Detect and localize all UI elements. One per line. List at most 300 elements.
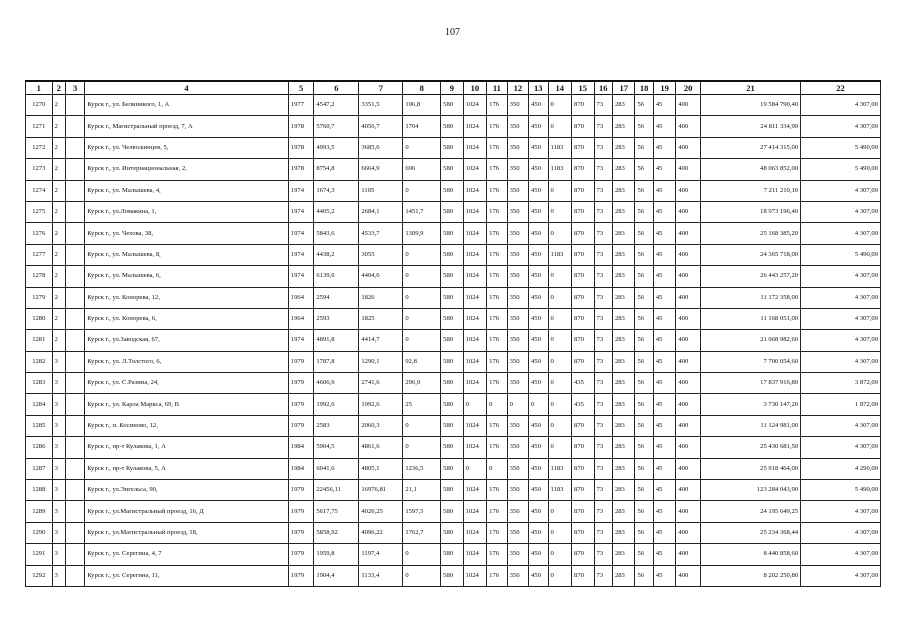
table-cell-col-22: 4 307,00 bbox=[801, 544, 881, 565]
table-cell-col-13: 450 bbox=[529, 330, 548, 351]
table-cell-col-9: 580 bbox=[441, 501, 464, 522]
column-header-22: 22 bbox=[801, 81, 881, 95]
table-cell-col-5: 1974 bbox=[288, 180, 314, 201]
table-cell-col-11: 0 bbox=[487, 458, 507, 479]
table-cell-col-2: 2 bbox=[52, 116, 65, 137]
table-cell-col-1: 1278 bbox=[26, 266, 53, 287]
table-cell-col-4: Курск г., ул. Конорева, 6, bbox=[85, 308, 289, 329]
table-cell-col-2: 3 bbox=[52, 480, 65, 501]
table-cell-col-19: 45 bbox=[653, 522, 676, 543]
table-cell-col-20: 400 bbox=[676, 480, 701, 501]
table-row bbox=[26, 223, 881, 244]
table-cell-col-13: 450 bbox=[529, 501, 548, 522]
table-cell-col-20: 400 bbox=[676, 287, 701, 308]
table-cell-col-7: 2741,6 bbox=[359, 373, 403, 394]
table-cell-col-11: 176 bbox=[487, 437, 507, 458]
table-cell-col-4: Курск г., ул. С.Разина, 24, bbox=[85, 373, 289, 394]
table-cell-col-14: 1183 bbox=[548, 458, 572, 479]
table-cell-col-2: 2 bbox=[52, 287, 65, 308]
table-cell-col-1: 1280 bbox=[26, 308, 53, 329]
table-cell-col-13: 450 bbox=[529, 373, 548, 394]
table-cell-col-4: Курск г., ул. Серегина, 4, 7 bbox=[85, 544, 289, 565]
table-cell-col-13: 450 bbox=[529, 415, 548, 436]
table-cell-col-18: 56 bbox=[635, 266, 653, 287]
table-cell-col-11: 176 bbox=[487, 159, 507, 180]
table-cell-col-13: 450 bbox=[529, 159, 548, 180]
table-cell-col-5: 1984 bbox=[288, 458, 314, 479]
table-cell-col-4: Курск г., ул. Интернациональная, 2, bbox=[85, 159, 289, 180]
table-cell-col-10: 1024 bbox=[463, 95, 487, 116]
table-cell-col-21: 17 837 916,80 bbox=[700, 373, 800, 394]
column-header-11: 11 bbox=[487, 81, 507, 95]
table-cell-col-16: 73 bbox=[594, 351, 612, 372]
table-cell-col-15: 870 bbox=[572, 565, 595, 586]
table-cell-col-8: 0 bbox=[403, 287, 441, 308]
table-cell-col-7: 4020,25 bbox=[359, 501, 403, 522]
table-cell-col-6: 2593 bbox=[314, 308, 359, 329]
table-cell-col-1: 1283 bbox=[26, 373, 53, 394]
table-cell-col-21: 123 284 043,90 bbox=[700, 480, 800, 501]
column-header-14: 14 bbox=[548, 81, 572, 95]
table-cell-col-7: 1133,4 bbox=[359, 565, 403, 586]
table-cell-col-20: 400 bbox=[676, 373, 701, 394]
table-row bbox=[26, 180, 881, 201]
table-cell-col-21: 8 202 250,80 bbox=[700, 565, 800, 586]
table-cell-col-17: 283 bbox=[612, 266, 635, 287]
column-header-5: 5 bbox=[288, 81, 314, 95]
table-cell-col-21: 11 124 981,00 bbox=[700, 415, 800, 436]
table-cell-col-7: 1290,1 bbox=[359, 351, 403, 372]
table-cell-col-4: Курск г., ул. Л.Толстого, 6, bbox=[85, 351, 289, 372]
table-cell-col-10: 1024 bbox=[463, 522, 487, 543]
table-cell-col-22: 3 872,00 bbox=[801, 373, 881, 394]
table-cell-col-13: 450 bbox=[529, 116, 548, 137]
table-row bbox=[26, 308, 881, 329]
table-cell-col-9: 580 bbox=[441, 308, 464, 329]
table-cell-col-12: 350 bbox=[507, 437, 528, 458]
table-cell-col-11: 176 bbox=[487, 415, 507, 436]
table-cell-col-11: 176 bbox=[487, 501, 507, 522]
table-cell-col-9: 580 bbox=[441, 330, 464, 351]
table-cell-col-3 bbox=[65, 415, 84, 436]
table-cell-col-13: 450 bbox=[529, 544, 548, 565]
table-cell-col-20: 400 bbox=[676, 223, 701, 244]
table-cell-col-21: 7 700 054,60 bbox=[700, 351, 800, 372]
table-row bbox=[26, 287, 881, 308]
table-cell-col-15: 870 bbox=[572, 415, 595, 436]
table-cell-col-16: 73 bbox=[594, 544, 612, 565]
table-cell-col-1: 1274 bbox=[26, 180, 53, 201]
table-cell-col-8: 1762,7 bbox=[403, 522, 441, 543]
table-cell-col-2: 2 bbox=[52, 330, 65, 351]
table-cell-col-13: 450 bbox=[529, 223, 548, 244]
table-cell-col-6: 5858,92 bbox=[314, 522, 359, 543]
table-cell-col-18: 56 bbox=[635, 308, 653, 329]
table-cell-col-16: 73 bbox=[594, 522, 612, 543]
table-cell-col-9: 580 bbox=[441, 116, 464, 137]
table-cell-col-18: 56 bbox=[635, 351, 653, 372]
table-cell-col-22: 5 490,00 bbox=[801, 137, 881, 158]
table-cell-col-12: 350 bbox=[507, 458, 528, 479]
table-cell-col-1: 1275 bbox=[26, 201, 53, 222]
table-cell-col-8: 1309,9 bbox=[403, 223, 441, 244]
table-cell-col-13: 450 bbox=[529, 180, 548, 201]
table-cell-col-9: 580 bbox=[441, 159, 464, 180]
table-cell-col-7: 1105 bbox=[359, 180, 403, 201]
column-header-8: 8 bbox=[403, 81, 441, 95]
table-cell-col-12: 350 bbox=[507, 522, 528, 543]
table-cell-col-13: 450 bbox=[529, 565, 548, 586]
table-cell-col-22: 4 307,00 bbox=[801, 201, 881, 222]
table-cell-col-11: 176 bbox=[487, 244, 507, 265]
table-cell-col-21: 3 730 147,20 bbox=[700, 394, 800, 415]
table-cell-col-8: 1236,5 bbox=[403, 458, 441, 479]
table-cell-col-2: 2 bbox=[52, 244, 65, 265]
table-cell-col-18: 56 bbox=[635, 544, 653, 565]
table-cell-col-22: 4 307,00 bbox=[801, 351, 881, 372]
table-cell-col-1: 1282 bbox=[26, 351, 53, 372]
table-cell-col-1: 1271 bbox=[26, 116, 53, 137]
table-cell-col-3 bbox=[65, 330, 84, 351]
table-row bbox=[26, 458, 881, 479]
table-cell-col-7: 4533,7 bbox=[359, 223, 403, 244]
column-header-15: 15 bbox=[572, 81, 595, 95]
table-cell-col-18: 56 bbox=[635, 480, 653, 501]
table-cell-col-14: 0 bbox=[548, 308, 572, 329]
table-cell-col-11: 176 bbox=[487, 565, 507, 586]
table-cell-col-8: 0 bbox=[403, 330, 441, 351]
table-row bbox=[26, 437, 881, 458]
table-cell-col-13: 450 bbox=[529, 266, 548, 287]
table-cell-col-3 bbox=[65, 201, 84, 222]
table-cell-col-9: 580 bbox=[441, 415, 464, 436]
table-cell-col-6: 5760,7 bbox=[314, 116, 359, 137]
table-cell-col-12: 350 bbox=[507, 244, 528, 265]
table-cell-col-17: 283 bbox=[612, 458, 635, 479]
table-cell-col-12: 350 bbox=[507, 373, 528, 394]
table-cell-col-16: 73 bbox=[594, 137, 612, 158]
table-cell-col-22: 5 490,00 bbox=[801, 480, 881, 501]
table-cell-col-13: 450 bbox=[529, 95, 548, 116]
table-cell-col-1: 1285 bbox=[26, 415, 53, 436]
table-cell-col-11: 176 bbox=[487, 480, 507, 501]
table-cell-col-9: 580 bbox=[441, 565, 464, 586]
table-cell-col-17: 283 bbox=[612, 116, 635, 137]
table-cell-col-8: 1704 bbox=[403, 116, 441, 137]
table-cell-col-13: 450 bbox=[529, 201, 548, 222]
table-cell-col-12: 350 bbox=[507, 415, 528, 436]
table-cell-col-15: 870 bbox=[572, 95, 595, 116]
table-cell-col-3 bbox=[65, 266, 84, 287]
table-cell-col-3 bbox=[65, 308, 84, 329]
table-cell-col-5: 1979 bbox=[288, 522, 314, 543]
table-row bbox=[26, 266, 881, 287]
table-cell-col-20: 400 bbox=[676, 437, 701, 458]
table-cell-col-16: 73 bbox=[594, 437, 612, 458]
table-cell-col-8: 25 bbox=[403, 394, 441, 415]
table-cell-col-8: 0 bbox=[403, 565, 441, 586]
table-cell-col-16: 73 bbox=[594, 308, 612, 329]
table-cell-col-9: 580 bbox=[441, 180, 464, 201]
table-cell-col-6: 1674,3 bbox=[314, 180, 359, 201]
table-cell-col-14: 0 bbox=[548, 95, 572, 116]
table-cell-col-11: 176 bbox=[487, 137, 507, 158]
table-cell-col-12: 350 bbox=[507, 565, 528, 586]
table-cell-col-16: 73 bbox=[594, 95, 612, 116]
table-cell-col-21: 24 811 334,90 bbox=[700, 116, 800, 137]
table-cell-col-14: 0 bbox=[548, 501, 572, 522]
table-cell-col-10: 1024 bbox=[463, 244, 487, 265]
table-cell-col-5: 1978 bbox=[288, 159, 314, 180]
table-cell-col-22: 4 290,00 bbox=[801, 458, 881, 479]
table-cell-col-15: 870 bbox=[572, 180, 595, 201]
table-cell-col-3 bbox=[65, 159, 84, 180]
table-cell-col-5: 1977 bbox=[288, 95, 314, 116]
table-cell-col-1: 1272 bbox=[26, 137, 53, 158]
table-row bbox=[26, 116, 881, 137]
table-cell-col-15: 870 bbox=[572, 201, 595, 222]
table-cell-col-4: Курск г., ул.Заводская, 67, bbox=[85, 330, 289, 351]
table-cell-col-16: 73 bbox=[594, 394, 612, 415]
table-cell-col-14: 0 bbox=[548, 394, 572, 415]
table-cell-col-17: 283 bbox=[612, 394, 635, 415]
table-cell-col-14: 1183 bbox=[548, 244, 572, 265]
table-cell-col-7: 1825 bbox=[359, 308, 403, 329]
table-cell-col-1: 1273 bbox=[26, 159, 53, 180]
table-cell-col-9: 580 bbox=[441, 544, 464, 565]
table-cell-col-13: 450 bbox=[529, 458, 548, 479]
table-cell-col-11: 176 bbox=[487, 522, 507, 543]
table-cell-col-3 bbox=[65, 95, 84, 116]
table-cell-col-14: 0 bbox=[548, 116, 572, 137]
table-cell-col-1: 1270 bbox=[26, 95, 53, 116]
table-cell-col-2: 3 bbox=[52, 458, 65, 479]
table-cell-col-18: 56 bbox=[635, 437, 653, 458]
table-cell-col-8: 296,9 bbox=[403, 373, 441, 394]
table-cell-col-14: 1183 bbox=[548, 137, 572, 158]
table-cell-col-2: 2 bbox=[52, 159, 65, 180]
table-cell-col-5: 1974 bbox=[288, 201, 314, 222]
table-cell-col-16: 73 bbox=[594, 201, 612, 222]
table-cell-col-6: 2583 bbox=[314, 415, 359, 436]
table-cell-col-12: 350 bbox=[507, 266, 528, 287]
table-cell-col-19: 45 bbox=[653, 437, 676, 458]
table-cell-col-19: 45 bbox=[653, 287, 676, 308]
table-cell-col-10: 1024 bbox=[463, 480, 487, 501]
table-cell-col-15: 870 bbox=[572, 137, 595, 158]
table-cell-col-16: 73 bbox=[594, 266, 612, 287]
table-cell-col-18: 56 bbox=[635, 373, 653, 394]
column-header-13: 13 bbox=[529, 81, 548, 95]
table-cell-col-3 bbox=[65, 501, 84, 522]
table-cell-col-2: 2 bbox=[52, 266, 65, 287]
table-cell-col-21: 25 234 368,44 bbox=[700, 522, 800, 543]
table-cell-col-18: 56 bbox=[635, 180, 653, 201]
table-cell-col-19: 45 bbox=[653, 244, 676, 265]
table-cell-col-8: 0 bbox=[403, 266, 441, 287]
table-cell-col-21: 11 168 051,00 bbox=[700, 308, 800, 329]
table-cell-col-21: 11 172 358,00 bbox=[700, 287, 800, 308]
table-cell-col-22: 4 307,00 bbox=[801, 565, 881, 586]
table-row bbox=[26, 137, 881, 158]
table-cell-col-3 bbox=[65, 180, 84, 201]
table-cell-col-4: Курск г., Магистральный проезд, 7, А bbox=[85, 116, 289, 137]
table-cell-col-4: Курск г., ул. Малышева, 8, bbox=[85, 244, 289, 265]
table-cell-col-20: 400 bbox=[676, 501, 701, 522]
table-cell-col-10: 1024 bbox=[463, 287, 487, 308]
table-cell-col-22: 4 307,00 bbox=[801, 522, 881, 543]
table-cell-col-1: 1286 bbox=[26, 437, 53, 458]
table-cell-col-19: 45 bbox=[653, 565, 676, 586]
table-cell-col-19: 45 bbox=[653, 373, 676, 394]
table-cell-col-20: 400 bbox=[676, 330, 701, 351]
table-cell-col-6: 8754,8 bbox=[314, 159, 359, 180]
table-cell-col-2: 3 bbox=[52, 565, 65, 586]
table-cell-col-13: 0 bbox=[529, 394, 548, 415]
column-header-7: 7 bbox=[359, 81, 403, 95]
table-cell-col-9: 580 bbox=[441, 458, 464, 479]
column-header-12: 12 bbox=[507, 81, 528, 95]
table-cell-col-13: 450 bbox=[529, 244, 548, 265]
table-cell-col-12: 350 bbox=[507, 287, 528, 308]
table-cell-col-5: 1964 bbox=[288, 308, 314, 329]
column-header-2: 2 bbox=[52, 81, 65, 95]
column-header-10: 10 bbox=[463, 81, 487, 95]
table-cell-col-21: 7 211 210,10 bbox=[700, 180, 800, 201]
table-cell-col-2: 2 bbox=[52, 201, 65, 222]
table-body bbox=[26, 95, 881, 587]
table-cell-col-6: 5843,6 bbox=[314, 223, 359, 244]
table-cell-col-10: 1024 bbox=[463, 116, 487, 137]
table-cell-col-17: 283 bbox=[612, 287, 635, 308]
table-row bbox=[26, 95, 881, 116]
table-cell-col-5: 1964 bbox=[288, 287, 314, 308]
table-cell-col-7: 4861,6 bbox=[359, 437, 403, 458]
table-cell-col-2: 2 bbox=[52, 223, 65, 244]
table-cell-col-2: 3 bbox=[52, 544, 65, 565]
table-cell-col-1: 1288 bbox=[26, 480, 53, 501]
table-cell-col-7: 3055 bbox=[359, 244, 403, 265]
table-cell-col-10: 1024 bbox=[463, 159, 487, 180]
table-cell-col-22: 4 307,00 bbox=[801, 223, 881, 244]
table-cell-col-21: 25 168 385,20 bbox=[700, 223, 800, 244]
table-cell-col-18: 56 bbox=[635, 159, 653, 180]
table-cell-col-4: Курск г., ул. Малышева, 4, bbox=[85, 180, 289, 201]
table-cell-col-8: 696 bbox=[403, 159, 441, 180]
table-cell-col-18: 56 bbox=[635, 201, 653, 222]
table-cell-col-3 bbox=[65, 351, 84, 372]
table-cell-col-18: 56 bbox=[635, 330, 653, 351]
table-cell-col-5: 1984 bbox=[288, 437, 314, 458]
table-cell-col-19: 45 bbox=[653, 266, 676, 287]
table-cell-col-16: 73 bbox=[594, 415, 612, 436]
table-cell-col-7: 4096,22 bbox=[359, 522, 403, 543]
table-cell-col-7: 3351,5 bbox=[359, 95, 403, 116]
table-cell-col-6: 4993,5 bbox=[314, 137, 359, 158]
table-cell-col-16: 73 bbox=[594, 159, 612, 180]
table-cell-col-15: 870 bbox=[572, 244, 595, 265]
table-cell-col-17: 283 bbox=[612, 544, 635, 565]
table-cell-col-17: 283 bbox=[612, 201, 635, 222]
table-cell-col-7: 4805,1 bbox=[359, 458, 403, 479]
table-cell-col-6: 5904,5 bbox=[314, 437, 359, 458]
table-cell-col-18: 56 bbox=[635, 522, 653, 543]
table-cell-col-1: 1281 bbox=[26, 330, 53, 351]
table-cell-col-5: 1974 bbox=[288, 244, 314, 265]
table-cell-col-22: 4 307,00 bbox=[801, 95, 881, 116]
table-cell-col-21: 21 068 982,60 bbox=[700, 330, 800, 351]
table-cell-col-4: Курск г., ул.Ломакина, 1, bbox=[85, 201, 289, 222]
table-cell-col-9: 580 bbox=[441, 201, 464, 222]
table-cell-col-14: 0 bbox=[548, 223, 572, 244]
table-cell-col-4: Курск г., ул.Магистральный проезд, 16, Д bbox=[85, 501, 289, 522]
table-cell-col-17: 283 bbox=[612, 137, 635, 158]
table-cell-col-22: 4 307,00 bbox=[801, 287, 881, 308]
table-cell-col-1: 1290 bbox=[26, 522, 53, 543]
table-cell-col-15: 870 bbox=[572, 159, 595, 180]
table-cell-col-19: 45 bbox=[653, 415, 676, 436]
table-cell-col-13: 450 bbox=[529, 287, 548, 308]
table-cell-col-9: 580 bbox=[441, 522, 464, 543]
table-cell-col-20: 400 bbox=[676, 201, 701, 222]
table-cell-col-20: 400 bbox=[676, 266, 701, 287]
table-cell-col-3 bbox=[65, 437, 84, 458]
table-cell-col-14: 1183 bbox=[548, 480, 572, 501]
table-cell-col-7: 1992,6 bbox=[359, 394, 403, 415]
table-cell-col-15: 870 bbox=[572, 266, 595, 287]
table-cell-col-6: 2594 bbox=[314, 287, 359, 308]
table-cell-col-18: 56 bbox=[635, 95, 653, 116]
table-cell-col-18: 56 bbox=[635, 458, 653, 479]
table-cell-col-6: 4438,2 bbox=[314, 244, 359, 265]
table-cell-col-5: 1979 bbox=[288, 565, 314, 586]
table-cell-col-16: 73 bbox=[594, 180, 612, 201]
table-cell-col-2: 3 bbox=[52, 415, 65, 436]
table-row bbox=[26, 373, 881, 394]
table-cell-col-10: 1024 bbox=[463, 201, 487, 222]
table-cell-col-10: 1024 bbox=[463, 180, 487, 201]
table-cell-col-2: 2 bbox=[52, 95, 65, 116]
table-cell-col-2: 3 bbox=[52, 351, 65, 372]
table-cell-col-12: 350 bbox=[507, 501, 528, 522]
table-cell-col-5: 1978 bbox=[288, 116, 314, 137]
table-cell-col-5: 1979 bbox=[288, 351, 314, 372]
table-cell-col-7: 6664,9 bbox=[359, 159, 403, 180]
table-cell-col-16: 73 bbox=[594, 116, 612, 137]
table-cell-col-10: 1024 bbox=[463, 544, 487, 565]
table-cell-col-12: 350 bbox=[507, 201, 528, 222]
table-cell-col-18: 56 bbox=[635, 501, 653, 522]
table-cell-col-4: Курск г., ул. Карла Маркса, 69, В bbox=[85, 394, 289, 415]
table-cell-col-18: 56 bbox=[635, 116, 653, 137]
housing-data-table bbox=[25, 80, 881, 587]
table-cell-col-8: 0 bbox=[403, 180, 441, 201]
table-row bbox=[26, 330, 881, 351]
table-cell-col-6: 1959,8 bbox=[314, 544, 359, 565]
table-cell-col-8: 196,8 bbox=[403, 95, 441, 116]
table-cell-col-20: 400 bbox=[676, 244, 701, 265]
table-cell-col-10: 0 bbox=[463, 394, 487, 415]
table-cell-col-22: 4 307,00 bbox=[801, 330, 881, 351]
table-cell-col-5: 1979 bbox=[288, 544, 314, 565]
table-cell-col-17: 283 bbox=[612, 223, 635, 244]
table-cell-col-9: 580 bbox=[441, 394, 464, 415]
table-cell-col-5: 1974 bbox=[288, 266, 314, 287]
table-cell-col-9: 580 bbox=[441, 266, 464, 287]
table-cell-col-20: 400 bbox=[676, 458, 701, 479]
table-cell-col-7: 1826 bbox=[359, 287, 403, 308]
table-cell-col-5: 1974 bbox=[288, 330, 314, 351]
